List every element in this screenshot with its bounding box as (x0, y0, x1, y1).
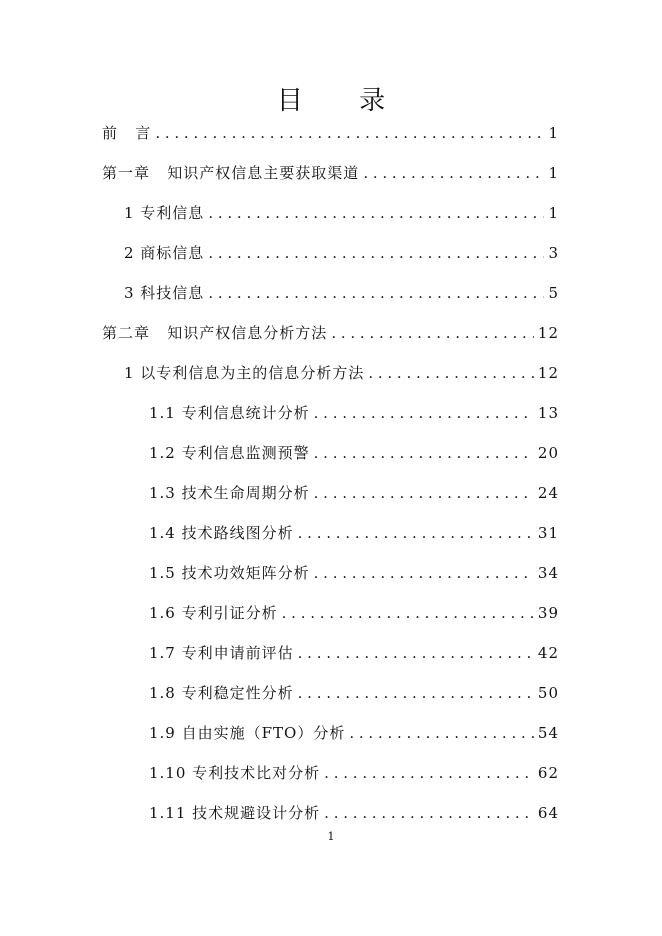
toc-entry-page: 24 (537, 484, 559, 502)
toc-entry-section (124, 281, 559, 305)
toc-entry-subsection (149, 801, 559, 825)
toc-entry-subsection (149, 481, 559, 505)
leader-dots (155, 121, 544, 145)
toc-entry-page: 39 (537, 604, 559, 622)
toc-entry-section (124, 241, 559, 265)
toc-entry-subsection (149, 401, 559, 425)
page-title: 目 录 (276, 86, 410, 116)
toc-entry-page: 12 (537, 364, 559, 382)
toc-entry-label: 2 商标信息 (124, 244, 205, 262)
toc-entry-label: 1.1 专利信息统计分析 (149, 404, 310, 422)
leader-dots (298, 681, 534, 705)
toc-entry-label: 前 言 (102, 124, 152, 142)
toc-entry-chapter-1 (102, 161, 559, 185)
leader-dots (298, 521, 534, 545)
leader-dots (324, 801, 534, 825)
toc-entry-label: 1.4 技术路线图分析 (149, 524, 294, 542)
toc-entry-page: 5 (548, 284, 559, 302)
leader-dots (314, 441, 534, 465)
toc-entry-subsection (149, 721, 559, 745)
toc-entry-page: 20 (537, 444, 559, 462)
toc-entry-page: 3 (548, 244, 559, 262)
toc-entry-page: 1 (548, 124, 559, 142)
toc-entry-label: 1.11 技术规避设计分析 (149, 804, 321, 822)
toc-entry-page: 64 (537, 804, 559, 822)
toc-entry-subsection (149, 601, 559, 625)
toc-entry-page: 62 (537, 764, 559, 782)
toc-entry-label: 1.9 自由实施（FTO）分析 (149, 724, 346, 742)
toc-entry-label: 1.10 专利技术比对分析 (149, 764, 321, 782)
toc-entry-label: 1 以专利信息为主的信息分析方法 (124, 364, 365, 382)
leader-dots (363, 161, 544, 185)
leader-dots (324, 761, 534, 785)
leader-dots (368, 361, 534, 385)
page-number: 1 (327, 830, 335, 843)
toc-entry-label: 1.5 技术功效矩阵分析 (149, 564, 310, 582)
toc-entry-label: 第一章 知识产权信息主要获取渠道 (102, 164, 360, 182)
toc-entry-label: 1.3 技术生命周期分析 (149, 484, 310, 502)
toc-entry-subsection (149, 441, 559, 465)
toc-entry-preface (102, 121, 559, 145)
leader-dots (314, 481, 534, 505)
leader-dots (349, 721, 534, 745)
toc-entry-subsection (149, 561, 559, 585)
leader-dots (298, 641, 534, 665)
toc-entry-label: 3 科技信息 (124, 284, 205, 302)
leader-dots (208, 281, 544, 305)
toc-entry-subsection (149, 641, 559, 665)
leader-dots (314, 401, 534, 425)
toc-entry-page: 42 (537, 644, 559, 662)
toc-entry-label: 1 专利信息 (124, 204, 205, 222)
toc-entry-section (124, 201, 559, 225)
toc-entry-page: 1 (548, 164, 559, 182)
toc-entry-subsection (149, 521, 559, 545)
toc-entry-page: 54 (537, 724, 559, 742)
toc-entry-label: 1.7 专利申请前评估 (149, 644, 294, 662)
toc-entry-chapter-2 (102, 321, 559, 345)
toc-entry-page: 13 (537, 404, 559, 422)
toc-entry-page: 50 (537, 684, 559, 702)
leader-dots (282, 601, 534, 625)
toc-entry-page: 12 (537, 324, 559, 342)
toc-entry-label: 1.2 专利信息监测预警 (149, 444, 310, 462)
leader-dots (208, 241, 544, 265)
toc-entry-label: 1.6 专利引证分析 (149, 604, 278, 622)
toc-entry-section (124, 361, 559, 385)
toc-entry-subsection (149, 681, 559, 705)
toc-entry-label: 1.8 专利稳定性分析 (149, 684, 294, 702)
toc-entry-page: 34 (537, 564, 559, 582)
toc-entry-page: 31 (537, 524, 559, 542)
leader-dots (314, 561, 534, 585)
leader-dots (208, 201, 544, 225)
leader-dots (331, 321, 534, 345)
toc-entry-label: 第二章 知识产权信息分析方法 (102, 324, 328, 342)
toc-entry-subsection (149, 761, 559, 785)
toc-entry-page: 1 (548, 204, 559, 222)
